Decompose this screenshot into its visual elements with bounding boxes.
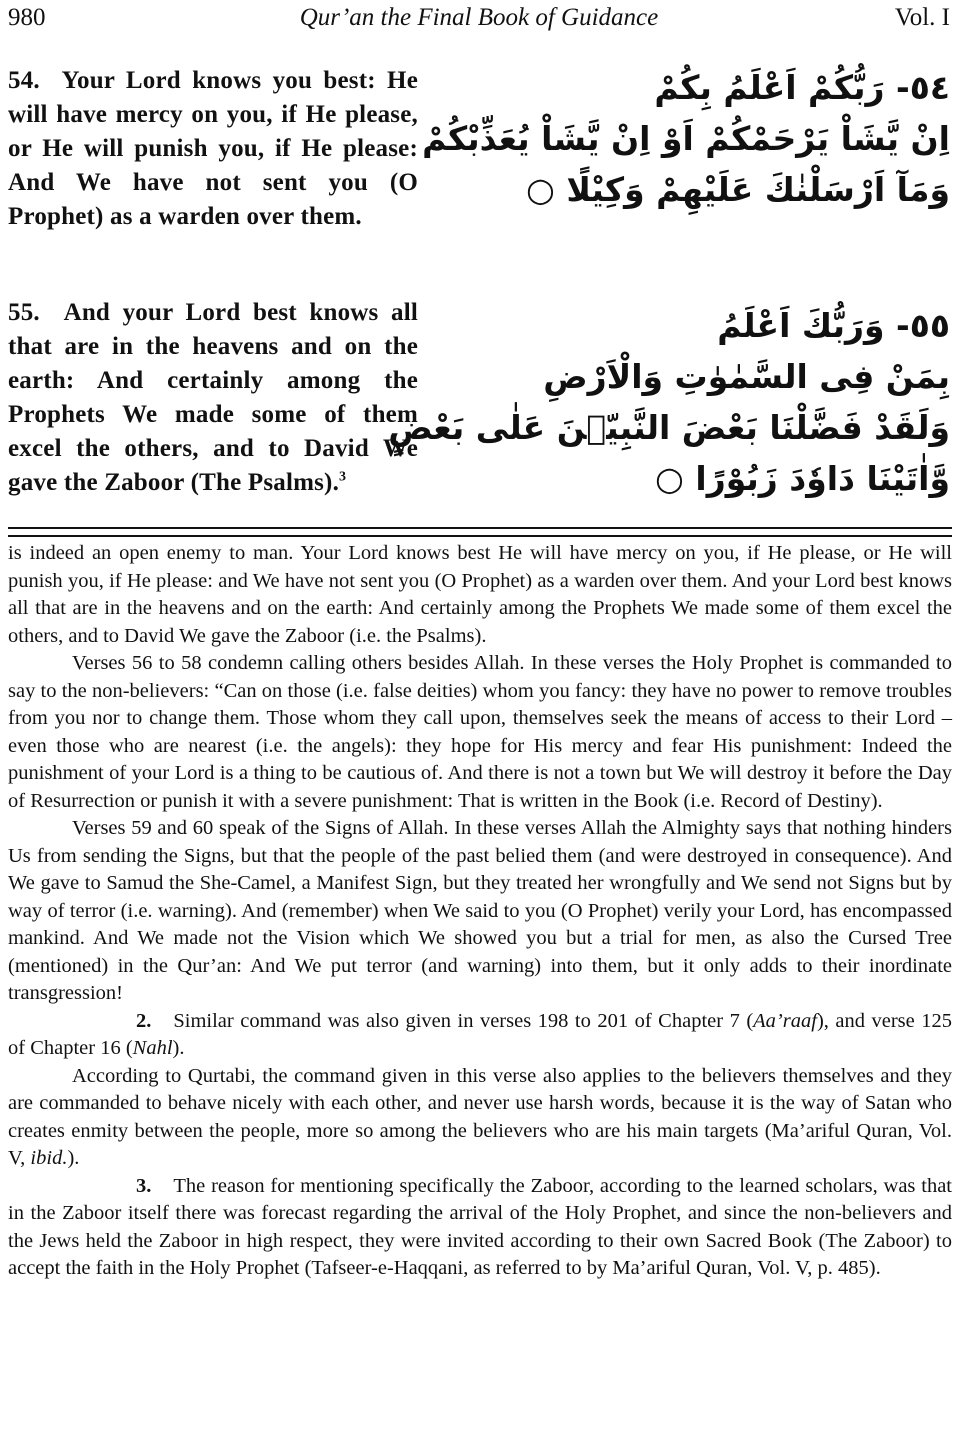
commentary-paragraph: Verses 59 and 60 speak of the Signs of Allah. In these verses Allah the Almighty says that nothing hinders Us from sending the Signs, but that the people of the past belied them (and were destroyed in consequence). And We gave to Samud the She-Camel, a Manifest Sign, but they treated her wrongfully and We send not Signs but by way of terror (i.e. warning). And (remember) when We said to you (O Prophet) verily your Lord, has encompassed mankind. And We made not the Vision which We showed you but a trial for men, as also the Cursed Tree (mentioned) in the Qur’an: And We put terror (and warning) into them, but it only adds to their inordinate transgression! — [8, 817, 952, 1004]
page-number: 980 — [8, 4, 46, 31]
paragraph-text: According to Qurtabi, the command given in this verse also applies to the believers themselves and they are commanded to behave nicely with each other, and never use harsh words, because it is the way of Satan who creates enmity between the people, more so among the believers who are his main targets (Ma’ariful Quran, Vol. V, — [8, 1064, 952, 1169]
chapter-name: Aa’raaf — [753, 1009, 817, 1032]
commentary-paragraph: Verses 56 to 58 condemn calling others besides Allah. In these verses the Holy Prophet is commanded to say to the non-believers: “Can on those (i.e. false deities) whom you fancy: they have no power to remove troubles from you nor to change them. Those whom they call upon, themselves seek the means of access to their Lord – even those who are nearest (i.e. the angels): they hope for His mercy and fear His punishment: Indeed the punishment of your Lord is a thing to be cautious of. And there is not a town but We will destroy it before the Day of Resurrection or punish it with a severe punishment: That is written in the Book (i.e. Record of Destiny). — [8, 652, 952, 812]
page-header — [8, 0, 950, 36]
arabic-line: اِنْ يَّشَاْ يَرْحَمْكُمْ اَوْ اِنْ يَّشَاْ يُعَذِّبْكُمْ — [422, 119, 950, 158]
citation-italic: ibid. — [30, 1147, 68, 1169]
footnote-text: ). — [172, 1037, 185, 1059]
footnote-2 — [8, 1008, 952, 1063]
commentary-body — [8, 540, 952, 1283]
verse-54-translation — [8, 64, 418, 234]
verse-55-arabic — [388, 300, 950, 504]
footnote-3 — [8, 1173, 952, 1283]
book-title: Qur’an the Final Book of Guidance — [299, 4, 659, 31]
arabic-line: بِمَنْ فِى السَّمٰوٰتِ وَالْاَرْضِ — [543, 357, 950, 396]
arabic-line: ٥٥- وَرَبُّكَ اَعْلَمُ — [717, 306, 950, 345]
commentary-paragraph — [8, 1063, 952, 1173]
arabic-line: وَّاٰتَيْنَا دَاوٗدَ زَبُوْرًا ○ — [655, 459, 950, 498]
arabic-line: وَمَآ اَرْسَلْنٰكَ عَلَيْهِمْ وَكِيْلًا ○ — [526, 170, 950, 209]
verse-text: And your Lord best knows all that are in the heavens and on the earth: And certainly among the Prophets We made some of them excel the others, and to David We gave the Zaboor (The Psalms). — [8, 299, 418, 496]
commentary-paragraph: is indeed an open enemy to man. Your Lord knows best He will have mercy on you, if He please, or He will punish you, if He please: and We have not sent you (O Prophet) as a warden over them. And your Lord best knows all that are in the heavens and on the earth: And certainly among the Prophets We made some of them excel the others, and to David We gave the Zaboor (i.e. the Psalms). — [8, 542, 952, 647]
verse-text: Your Lord knows you best: He will have mercy on you, if He please, or He will punish you, if He please: And We have not sent you (O Prophet) as a warden over them. — [8, 67, 418, 230]
verse-55-translation — [8, 296, 418, 500]
arabic-line: وَلَقَدْ فَضَّلْنَا بَعْضَ النَّبِيّٖنَ عَلٰى بَعْضٍ — [388, 408, 950, 447]
footnote-text: Similar command was also given in verses 198 to 201 of Chapter 7 ( — [173, 1009, 754, 1032]
verse-number: 55. — [8, 299, 40, 326]
footnote-number: 2. — [136, 1009, 152, 1032]
footnote-ref[interactable]: 3 — [339, 469, 347, 485]
volume-label: Vol. I — [894, 4, 950, 31]
arabic-line: ٥٤- رَبُّكُمْ اَعْلَمُ بِكُمْ — [654, 68, 950, 107]
chapter-name: Nahl — [132, 1037, 173, 1059]
section-divider — [8, 527, 952, 537]
footnote-text: The reason for mentioning specifically the Zaboor, according to the learned scholars, was that in the Zaboor itself there was forecast regarding the arrival of the Holy Prophet, and since the non-believers and the Jews held the Zaboor in high respect, they were invited according to their own Sacred Book (The Zaboor) to accept the faith in the Holy Prophet (Tafseer-e-Haqqani, as referred to by Ma’ariful Quran, Vol. V, p. 485). — [8, 1174, 952, 1279]
verse-54-arabic — [422, 62, 950, 215]
footnote-text: ), and verse 125 of Chapter 16 ( — [8, 1009, 952, 1059]
footnote-number: 3. — [136, 1174, 152, 1197]
verse-number: 54. — [8, 67, 40, 94]
paragraph-text: ). — [67, 1147, 80, 1169]
